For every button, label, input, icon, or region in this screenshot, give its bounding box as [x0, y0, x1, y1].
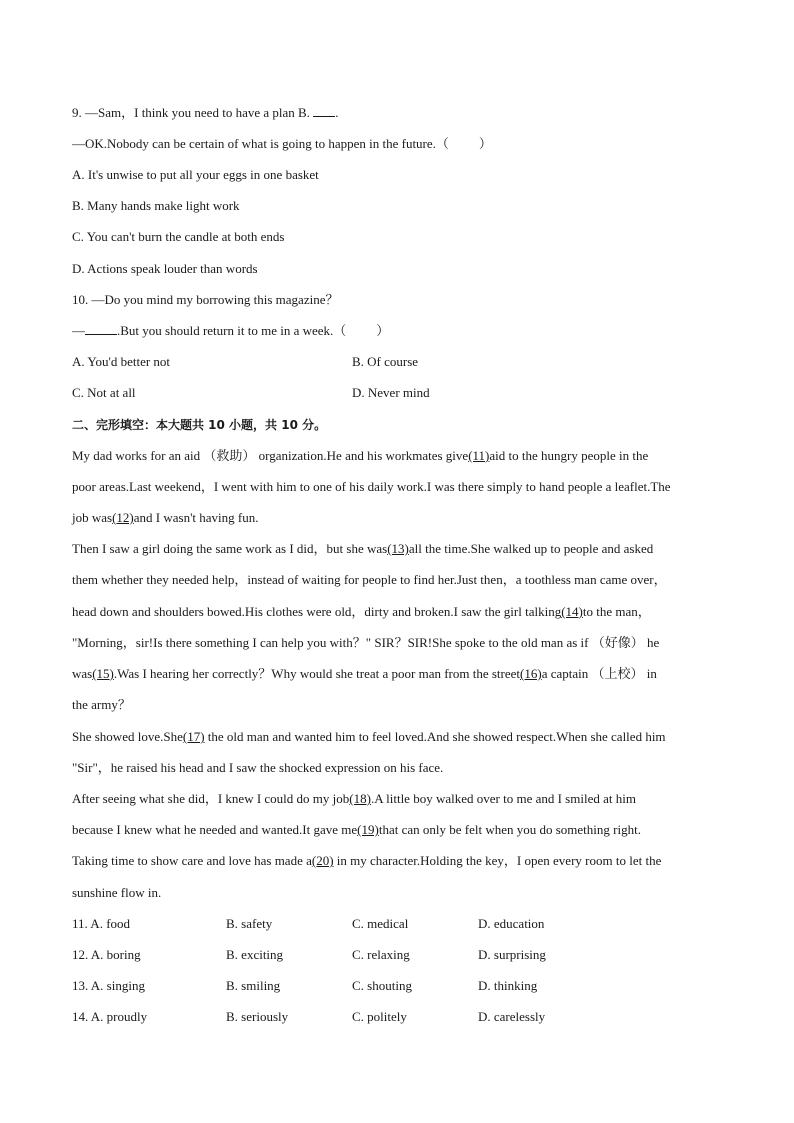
answer-option: 12. A. boring [72, 947, 141, 962]
blank-number: (20) [311, 853, 334, 868]
answer-option: B. safety [226, 916, 273, 931]
q10-option-c: C. Not at all [72, 385, 136, 400]
blank-number: (17) [182, 729, 205, 744]
blank-number: (13) [387, 541, 409, 556]
passage-line: the army？ [72, 697, 131, 712]
passage-line: "Morning，sir!Is there something I can help you with？" SIR？SIR!She spoke to the old man as if （好像） he [72, 635, 660, 650]
answer-option: D. thinking [478, 978, 538, 993]
passage-line: "Sir"，he raised his head and I saw the shocked expression on his face. [72, 760, 444, 775]
q10-stem: 10. —Do you mind my borrowing this magazine？ [72, 292, 339, 307]
answer-blank [85, 322, 117, 335]
passage-line: head down and shoulders bowed.His clothes were old，dirty and broken.I saw the girl talking(14)to the man， [72, 604, 651, 619]
answer-option: 13. A. singing [72, 978, 145, 993]
passage-line: sunshine flow in. [72, 885, 162, 900]
q9-option-d: D. Actions speak louder than words [72, 261, 258, 276]
answer-option: C. politely [352, 1009, 407, 1024]
answer-option: C. shouting [352, 978, 412, 993]
q10-option-d: D. Never mind [352, 385, 430, 400]
blank-number: (16) [520, 666, 542, 681]
blank-number: (15) [92, 666, 114, 681]
q9-option-b: B. Many hands make light work [72, 198, 240, 213]
passage-line: After seeing what she did，I knew I could do my job(18).A little boy walked over to me and I smiled at him [72, 791, 636, 806]
answer-option: B. smiling [226, 978, 281, 993]
q9-option-c: C. You can't burn the candle at both ends [72, 229, 285, 244]
blank-number: (11) [468, 448, 490, 463]
passage-line: Then I saw a girl doing the same work as I did，but she was(13)all the time.She walked up to people and asked [72, 541, 654, 556]
passage-line: them whether they needed help，instead of waiting for people to find her.Just then，a toothless man came over， [72, 572, 667, 587]
answer-option: C. medical [352, 916, 409, 931]
q10-option-b: B. Of course [352, 354, 419, 369]
passage-line: poor areas.Last weekend，I went with him to one of his daily work.I was there simply to hand people a leaflet.The [72, 479, 671, 494]
answer-option: D. surprising [478, 947, 546, 962]
answer-option: C. relaxing [352, 947, 410, 962]
passage-line: because I knew what he needed and wanted.It gave me(19)that can only be felt when you do something right. [72, 822, 641, 837]
passage-line: She showed love.She(17) the old man and wanted him to feel loved.And she showed respect.When she called him [72, 729, 666, 744]
passage-line: Taking time to show care and love has made a(20) in my character.Holding the key，I open every room to let the [72, 853, 662, 868]
q10-reply: — .But you should return it to me in a week.（ ） [72, 323, 390, 338]
blank-number: (19) [357, 822, 379, 837]
answer-option: 14. A. proudly [72, 1009, 148, 1024]
passage-line: My dad works for an aid （救助） organization.He and his workmates give(11)aid to the hungry people in the [72, 448, 649, 463]
blank-number: (12) [112, 510, 134, 525]
q10-option-a: A. You'd better not [72, 354, 171, 369]
section-title: 二、完形填空：本大题共 10 小题，共 10 分。 [72, 418, 327, 432]
blank-number: (18) [349, 791, 371, 806]
passage-line: was(15).Was I hearing her correctly？Why would she treat a poor man from the street(16)a captain （上校） in [72, 666, 657, 681]
q9-stem: 9. —Sam，I think you need to have a plan B. . [72, 105, 339, 120]
answer-option: D. carelessly [478, 1009, 546, 1024]
answer-option: 11. A. food [72, 916, 131, 931]
answer-option: B. seriously [226, 1009, 289, 1024]
answer-option: D. education [478, 916, 545, 931]
answer-option: B. exciting [226, 947, 284, 962]
q9-reply: —OK.Nobody can be certain of what is going to happen in the future.（ ） [72, 136, 492, 151]
q9-option-a: A. It's unwise to put all your eggs in one basket [72, 167, 319, 182]
blank-number: (14) [561, 604, 583, 619]
answer-blank [313, 104, 335, 117]
passage-line: job was(12)and I wasn't having fun. [72, 510, 259, 525]
